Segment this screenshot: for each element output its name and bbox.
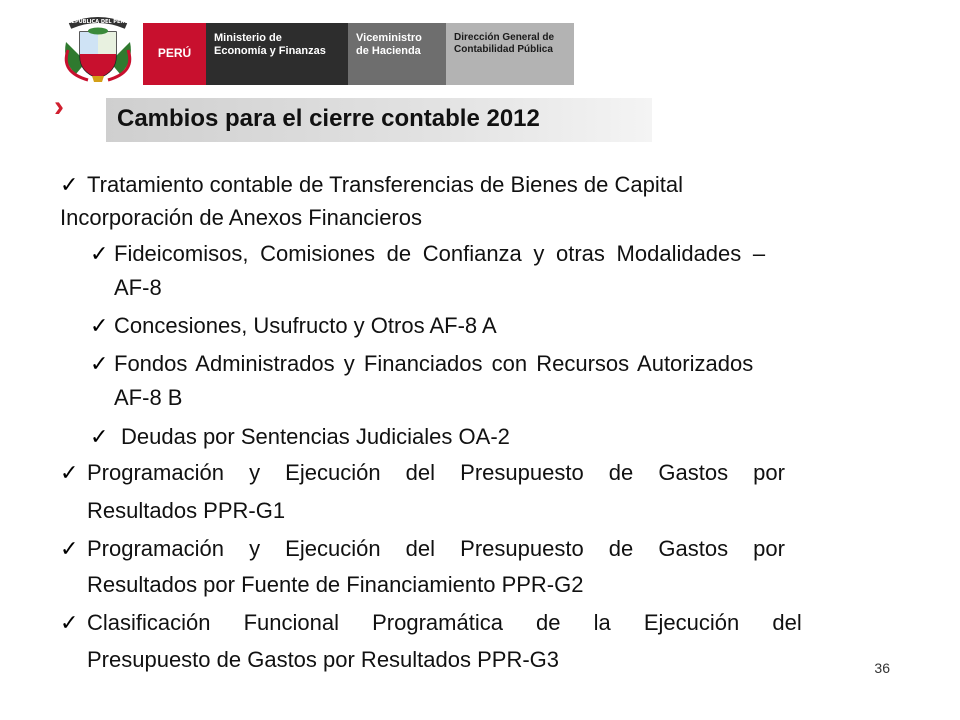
check-icon: ✓ [90,424,109,449]
svg-text:REPUBLICA DEL PERU: REPUBLICA DEL PERU [67,19,129,25]
list-item: Incorporación de Anexos Financieros [60,205,422,230]
header-peru-label: PERÚ [157,46,192,60]
header-direction-tab [446,23,574,85]
list-item-line: Presupuesto de Gastos por Resultados PPR-G3 [87,647,560,672]
header-vice-line2: de Hacienda [356,45,421,57]
page-number: 36 [874,660,890,676]
peru-coat-of-arms-logo [58,12,138,86]
check-icon: ✓ [60,460,79,485]
header-ministry-line1: Ministerio de [214,32,282,44]
header-vice-tab [348,23,446,85]
check-icon: ✓ [60,610,79,635]
list-item: Deudas por Sentencias Judiciales OA-2 [121,424,510,449]
header-direction-line2: Contabilidad Pública [454,44,553,55]
list-item-line: Resultados por Fuente de Financiamiento PPR-G2 [87,572,584,597]
check-icon: ✓ [60,536,79,561]
list-item-line: Fideicomisos, Comisiones de Confianza y otras Modalidades – [114,241,766,266]
header-peru-tab [143,23,206,85]
check-icon: ✓ [90,241,109,266]
check-icon: ✓ [90,313,109,338]
chevron-right-icon: › [54,90,64,123]
slide-title-text: Cambios para el cierre contable 2012 [117,105,540,132]
list-item-line: Clasificación Funcional Programática de la Ejecución del [87,610,802,635]
header-direction-line1: Dirección General de [454,32,555,43]
list-item: Concesiones, Usufructo y Otros AF-8 A [114,313,497,338]
header-vice-line1: Viceministro [356,32,422,44]
check-icon: ✓ [60,172,79,197]
list-item-line: Fondos Administrados y Financiados con Recursos Autorizados [114,351,754,376]
list-item-line: Programación y Ejecución del Presupuesto de Gastos por [87,460,785,485]
header-ministry-tab [206,23,348,85]
list-item-line: Programación y Ejecución del Presupuesto de Gastos por [87,536,785,561]
header-ministry-line2: Economía y Finanzas [214,45,326,57]
list-item-line: AF-8 B [114,385,183,410]
check-icon: ✓ [90,351,109,376]
list-item: Tratamiento contable de Transferencias de Bienes de Capital [87,172,683,197]
list-item-line: AF-8 [114,275,162,300]
list-item-line: Resultados PPR-G1 [87,498,286,523]
slide-title [106,98,652,142]
